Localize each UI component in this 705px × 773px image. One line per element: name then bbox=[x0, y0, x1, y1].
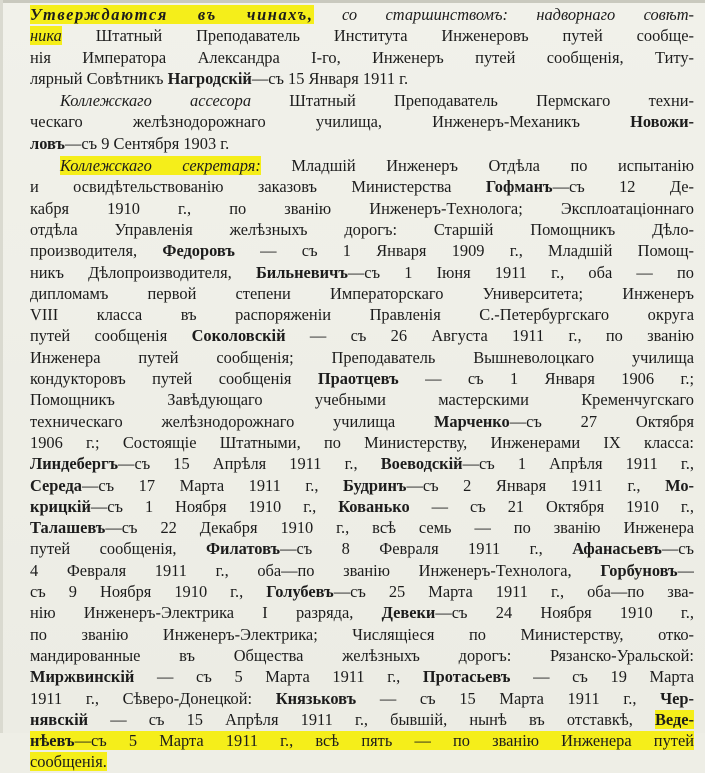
text-segment: —съ 17 Марта 1911 г., bbox=[81, 475, 344, 495]
surname-text: Новожи- bbox=[630, 112, 694, 132]
text-line bbox=[30, 219, 694, 240]
paragraph-3 bbox=[30, 155, 694, 773]
text-segment: — съ 1 Января 1906 г.; bbox=[398, 369, 694, 389]
text-line bbox=[30, 325, 694, 346]
text-line bbox=[30, 111, 694, 132]
surname-text: Девеки bbox=[381, 603, 436, 623]
surname-text: Кованько bbox=[338, 496, 410, 516]
surname-text: Соколовскій bbox=[191, 326, 286, 346]
text-segment: —съ 22 Декабря 1910 г., всѣ семь — по званію Инженера bbox=[105, 518, 694, 538]
text-segment: ника bbox=[30, 26, 62, 46]
text-segment: VIII класса въ распоряженіи Правленія С.-Петербургскаго округа bbox=[30, 305, 694, 325]
text-line bbox=[30, 709, 694, 730]
surname-text: Марченко bbox=[433, 411, 510, 431]
text-line bbox=[30, 176, 694, 197]
text-segment: отдѣла Управленія желѣзныхъ дорогъ: Старшій Помощникъ Дѣло- bbox=[30, 219, 694, 239]
text-line bbox=[30, 688, 694, 709]
text-segment: — съ 5 Марта 1911 г., bbox=[134, 667, 423, 687]
text-segment: —съ 9 Сентября 1903 г. bbox=[64, 133, 230, 153]
text-segment: —съ 27 Октября bbox=[509, 411, 694, 431]
text-segment: 1911 г., Сѣверо-Донецкой: bbox=[30, 688, 276, 708]
text-segment: нію Инженеръ-Электрика I разряда, bbox=[30, 603, 382, 623]
text-segment: — съ 15 Марта 1911 г., bbox=[356, 688, 661, 708]
text-line bbox=[30, 25, 694, 46]
text-segment: —съ 1 Апрѣля 1911 г., bbox=[462, 454, 694, 474]
surname-text: Середа bbox=[30, 475, 82, 495]
text-segment: сообщенія. bbox=[30, 752, 107, 772]
text-line bbox=[30, 560, 694, 581]
text-segment: —съ 2 Января 1911 г., bbox=[406, 475, 666, 495]
text-line bbox=[30, 389, 694, 410]
text-line bbox=[30, 475, 694, 496]
text-segment: —съ 1 Ноября 1910 г., bbox=[90, 496, 339, 516]
page-top-edge bbox=[0, 0, 705, 3]
text-line bbox=[30, 68, 694, 89]
surname-text: Федоровъ bbox=[162, 241, 235, 261]
text-segment: никъ Дѣлопроизводителя, bbox=[30, 262, 256, 282]
surname-text: Гофманъ bbox=[485, 177, 553, 197]
text-segment: техническаго желѣзнодорожнаго училища bbox=[30, 411, 434, 431]
text-segment: —съ 25 Марта 1911 г., оба—по зва- bbox=[333, 582, 694, 602]
text-segment: мандированные въ Общества желѣзныхъ дорогъ: Рязанско-Уральской: bbox=[30, 645, 694, 665]
text-line bbox=[30, 347, 694, 368]
text-segment: по званію Инженеръ-Электрика; Числящіеся по Министерству, отко- bbox=[30, 624, 694, 644]
text-segment: ческаго желѣзнодорожнаго училища, Инженеръ-Механикъ bbox=[30, 112, 631, 132]
text-line bbox=[30, 4, 694, 25]
text-line bbox=[30, 517, 694, 538]
text-line bbox=[30, 602, 694, 623]
text-line bbox=[30, 133, 694, 154]
text-segment: — съ 26 Августа 1911 г., по званію bbox=[285, 326, 694, 346]
text-segment: Инженера путей сообщенія; Преподаватель Вышневолоцкаго училища bbox=[30, 347, 694, 367]
text-line bbox=[30, 240, 694, 261]
text-segment: Штатный Преподаватель Института Инженеровъ путей сообще- bbox=[61, 26, 694, 46]
text-line bbox=[30, 304, 694, 325]
surname-text: Воеводскій bbox=[380, 454, 463, 474]
text-column bbox=[30, 4, 694, 773]
page-left-edge bbox=[0, 0, 3, 733]
paragraph-1 bbox=[30, 4, 694, 89]
surname-text: ловъ bbox=[30, 133, 65, 153]
text-line bbox=[30, 751, 694, 772]
surname-text: Афанасьевъ bbox=[572, 539, 662, 559]
text-segment: путей сообщенія, bbox=[30, 539, 206, 559]
text-segment: 4 Февраля 1911 г., оба—по званію Инженеръ-Технолога, bbox=[30, 560, 601, 580]
surname-text: Князьковъ bbox=[275, 688, 357, 708]
text-segment: —съ 1 Іюня 1911 г., оба — по bbox=[347, 262, 694, 282]
text-line bbox=[30, 453, 694, 474]
text-line bbox=[30, 155, 694, 176]
text-segment: —съ 15 Января 1911 г. bbox=[251, 68, 409, 88]
text-segment: кабря 1910 г., по званію Инженеръ-Технолога; Эксплоатаціоннаго bbox=[30, 198, 694, 218]
text-segment: кондукторовъ путей сообщенія bbox=[30, 369, 318, 389]
text-segment: Помощникъ Завѣдующаго учебными мастерскими Кременчугскаго bbox=[30, 390, 694, 410]
surname-text: Миржвинскій bbox=[30, 667, 135, 687]
paragraph-2 bbox=[30, 90, 694, 154]
text-line bbox=[30, 581, 694, 602]
text-line bbox=[30, 730, 694, 751]
text-line bbox=[30, 624, 694, 645]
text-line bbox=[30, 198, 694, 219]
surname-text: Будринъ bbox=[343, 475, 407, 495]
text-line bbox=[30, 666, 694, 687]
text-segment: — bbox=[677, 560, 694, 580]
text-segment: и освидѣтельствованію заказовъ Министерства bbox=[30, 177, 486, 197]
text-segment: —съ 24 Ноября 1910 г., bbox=[435, 603, 694, 623]
text-line bbox=[30, 47, 694, 68]
surname-text: крицкій bbox=[30, 496, 91, 516]
text-segment: дипломамъ первой степени Императорскаго Университета; Инженеръ bbox=[30, 283, 694, 303]
surname-text: Талашевъ bbox=[30, 518, 106, 538]
surname-text: Мо- bbox=[665, 475, 694, 495]
text-segment: лярный Совѣтникъ bbox=[30, 68, 168, 88]
surname-text: Чер- bbox=[660, 688, 694, 708]
text-segment: — съ 19 Марта bbox=[510, 667, 694, 687]
surname-text: Веде- bbox=[654, 709, 694, 729]
text-segment: со старшинствомъ: надворнаго совѣт- bbox=[313, 5, 694, 24]
text-segment: — съ 1 Января 1909 г., Младшій Помощ- bbox=[234, 241, 694, 261]
surname-text: Голубевъ bbox=[266, 582, 334, 602]
text-segment: путей сообщенія bbox=[30, 326, 192, 346]
text-line bbox=[30, 283, 694, 304]
surname-text: Горбуновъ bbox=[600, 560, 678, 580]
text-line bbox=[30, 90, 694, 111]
surname-text: Линдебергъ bbox=[30, 454, 119, 474]
text-segment: съ 9 Ноября 1910 г., bbox=[30, 582, 267, 602]
text-segment: —съ 8 Февраля 1911 г., bbox=[280, 539, 573, 559]
text-segment: производителя, bbox=[30, 241, 163, 261]
text-segment: — съ 21 Октября 1910 г., bbox=[409, 496, 694, 516]
surname-text: нявскій bbox=[30, 709, 89, 729]
text-segment: —съ 15 Апрѣля 1911 г., bbox=[118, 454, 381, 474]
text-segment: 1906 г.; Состоящіе Штатными, по Министерству, Инженерами IX класса: bbox=[30, 432, 694, 452]
text-segment: Штатный Преподаватель Пермскаго техни- bbox=[251, 91, 694, 111]
surname-text: нѣевъ bbox=[30, 731, 75, 751]
text-line bbox=[30, 411, 694, 432]
text-segment: Коллежскаго секретаря: bbox=[60, 156, 261, 176]
surname-text: Протасьевъ bbox=[422, 667, 511, 687]
text-line bbox=[30, 496, 694, 517]
text-segment: нія Императора Александра I-го, Инженеръ путей сообщенія, Титу- bbox=[30, 47, 694, 67]
surname-text: Бильневичъ bbox=[255, 262, 348, 282]
surname-text: Филатовъ bbox=[205, 539, 281, 559]
text-segment: Утверждаются въ чинахъ, bbox=[30, 5, 314, 24]
text-segment: — съ 15 Апрѣля 1911 г., бывшій, нынѣ въ отставкѣ, bbox=[88, 709, 655, 729]
text-line bbox=[30, 432, 694, 453]
text-segment: —съ bbox=[661, 539, 694, 559]
text-line bbox=[30, 645, 694, 666]
text-segment: —съ 12 Де- bbox=[552, 177, 694, 197]
text-segment: —съ 5 Марта 1911 г., всѣ пять — по званію Инженера путей bbox=[74, 731, 694, 751]
text-line bbox=[30, 368, 694, 389]
text-segment: Коллежскаго ассесора bbox=[60, 91, 252, 111]
surname-text: Праотцевъ bbox=[317, 369, 399, 389]
surname-text: Нагродскій bbox=[167, 68, 252, 88]
text-line bbox=[30, 262, 694, 283]
text-segment: Младшій Инженеръ Отдѣла по испытанію bbox=[260, 156, 694, 176]
text-line bbox=[30, 538, 694, 559]
